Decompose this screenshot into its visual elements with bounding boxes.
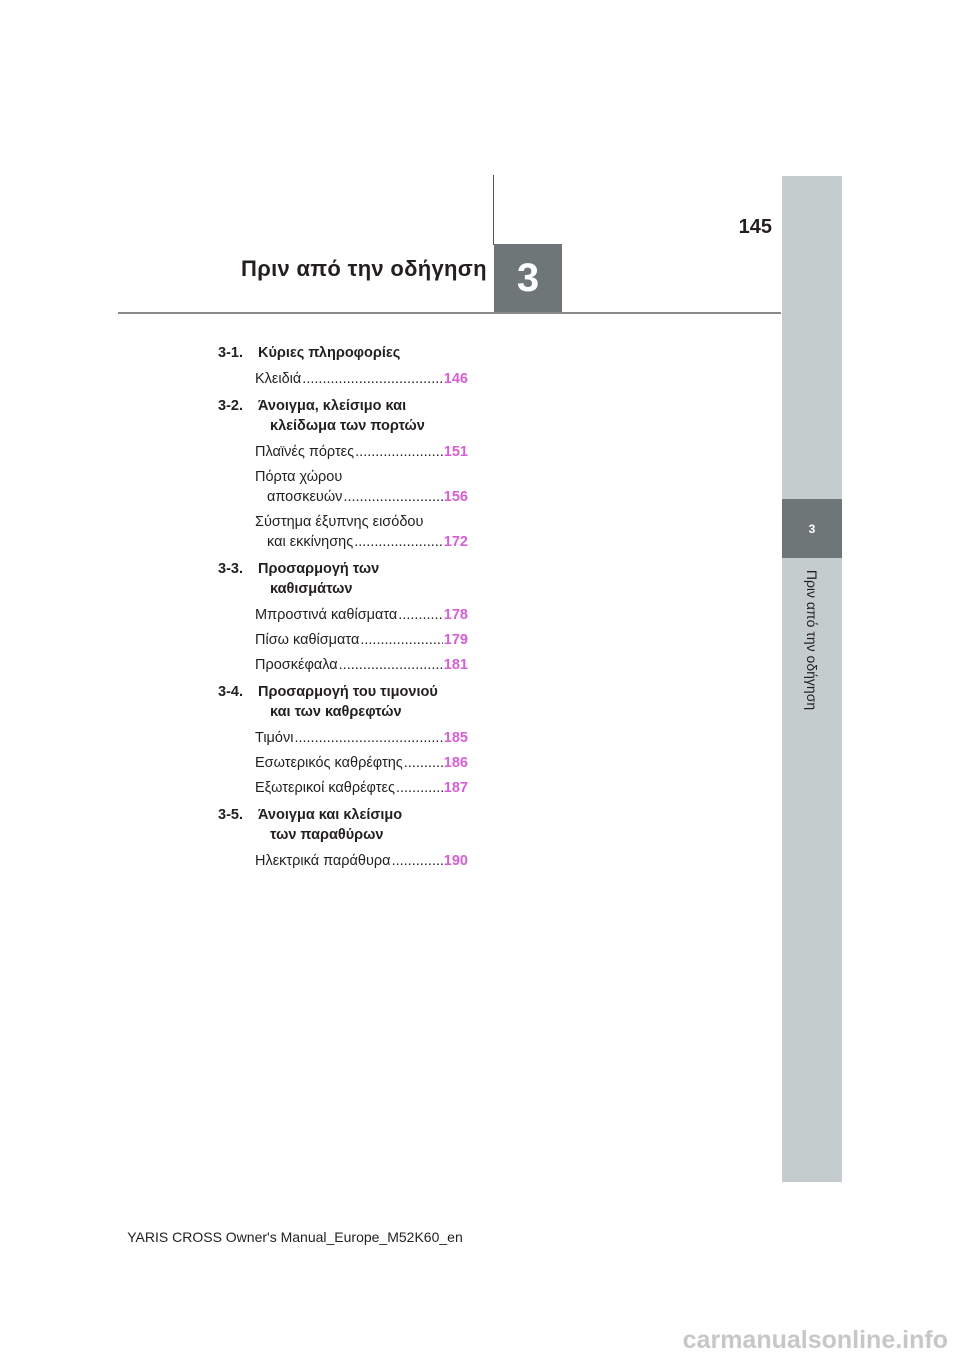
side-tab-title-text: Πριν από την οδήγηση [804, 569, 820, 711]
dot-leader [392, 851, 443, 871]
table-of-contents [218, 343, 468, 878]
dot-leader [339, 655, 443, 675]
toc-section [218, 559, 468, 675]
page-ref-link[interactable]: 146 [443, 371, 468, 387]
dot-leader [302, 369, 443, 389]
section-title-line: Άνοιγμα, κλείσιμο και [258, 398, 407, 414]
section-title [218, 343, 468, 363]
header-divider-horizontal [118, 312, 781, 314]
section-title-line: Προσαρμογή του τιμονιού [258, 684, 438, 700]
page-ref-link[interactable]: 186 [443, 755, 468, 771]
section-title-line: Προσαρμογή των [258, 561, 380, 577]
section-title [218, 559, 468, 599]
toc-entry[interactable] [255, 753, 468, 773]
dot-leader [354, 532, 443, 552]
entry-label: Μπροστινά καθίσματα [255, 607, 398, 623]
entry-label: Πίσω καθίσματα [255, 632, 360, 648]
toc-entry[interactable] [255, 467, 468, 507]
entry-label: Πλαϊνές πόρτες [255, 444, 355, 460]
entry-label: Τιμόνι [255, 730, 294, 746]
entry-label: αποσκευών [267, 489, 343, 505]
toc-entry[interactable] [255, 728, 468, 748]
entry-label: Ηλεκτρικά παράθυρα [255, 853, 391, 869]
toc-entry[interactable] [255, 655, 468, 675]
section-number: 3-3. [218, 561, 243, 577]
page-ref-link[interactable]: 156 [443, 489, 468, 505]
section-title [218, 805, 468, 845]
toc-entry[interactable] [255, 442, 468, 462]
side-tab-number: 3 [782, 499, 842, 558]
page-ref-link[interactable]: 181 [443, 657, 468, 673]
dot-leader [294, 728, 442, 748]
dot-leader [343, 487, 442, 507]
footer-text: YARIS CROSS Owner's Manual_Europe_M52K60_en [127, 1229, 463, 1245]
entry-label: Προσκέφαλα [255, 657, 338, 673]
toc-entry[interactable] [255, 851, 468, 871]
entry-label: Πόρτα χώρου [255, 469, 343, 485]
section-title-line: κλείδωμα των πορτών [270, 418, 425, 434]
toc-section [218, 805, 468, 871]
page-ref-link[interactable]: 178 [443, 607, 468, 623]
toc-entry[interactable] [255, 778, 468, 798]
section-title-line: των παραθύρων [270, 827, 384, 843]
page-number: 145 [738, 216, 772, 238]
footer [0, 1229, 960, 1245]
section-title-line: Άνοιγμα και κλείσιμο [258, 807, 403, 823]
header-divider-vertical [493, 175, 494, 245]
toc-entry[interactable] [255, 605, 468, 625]
page-ref-link[interactable]: 179 [443, 632, 468, 648]
toc-section [218, 682, 468, 798]
section-number: 3-4. [218, 684, 243, 700]
dot-leader [404, 753, 443, 773]
section-title-line: Κύριες πληροφορίες [258, 345, 401, 361]
watermark: carmanualsonline.info [682, 1326, 948, 1354]
entry-label: Εξωτερικοί καθρέφτες [255, 780, 395, 796]
page-ref-link[interactable]: 185 [443, 730, 468, 746]
section-title [218, 682, 468, 722]
entry-label: και εκκίνησης [267, 534, 354, 550]
toc-section [218, 343, 468, 389]
entry-label: Κλειδιά [255, 371, 302, 387]
page-ref-link[interactable]: 172 [443, 534, 468, 550]
entry-label: Εσωτερικός καθρέφτης [255, 755, 403, 771]
chapter-number-box: 3 [494, 244, 562, 313]
dot-leader [396, 778, 443, 798]
dot-leader [360, 630, 442, 650]
section-number: 3-5. [218, 807, 243, 823]
section-title-line: καθισμάτων [270, 581, 353, 597]
dot-leader [398, 605, 443, 625]
section-title-line: και των καθρεφτών [270, 704, 402, 720]
toc-entry[interactable] [255, 630, 468, 650]
page-ref-link[interactable]: 187 [443, 780, 468, 796]
toc-entry[interactable] [255, 369, 468, 389]
page-ref-link[interactable]: 151 [443, 444, 468, 460]
dot-leader [355, 442, 443, 462]
section-title [218, 396, 468, 436]
page-ref-link[interactable]: 190 [443, 853, 468, 869]
section-number: 3-2. [218, 398, 243, 414]
toc-entry[interactable] [255, 512, 468, 552]
toc-section [218, 396, 468, 552]
section-number: 3-1. [218, 345, 243, 361]
chapter-title: Πριν από την οδήγηση [241, 256, 487, 281]
entry-label: Σύστημα έξυπνης εισόδου [255, 514, 424, 530]
